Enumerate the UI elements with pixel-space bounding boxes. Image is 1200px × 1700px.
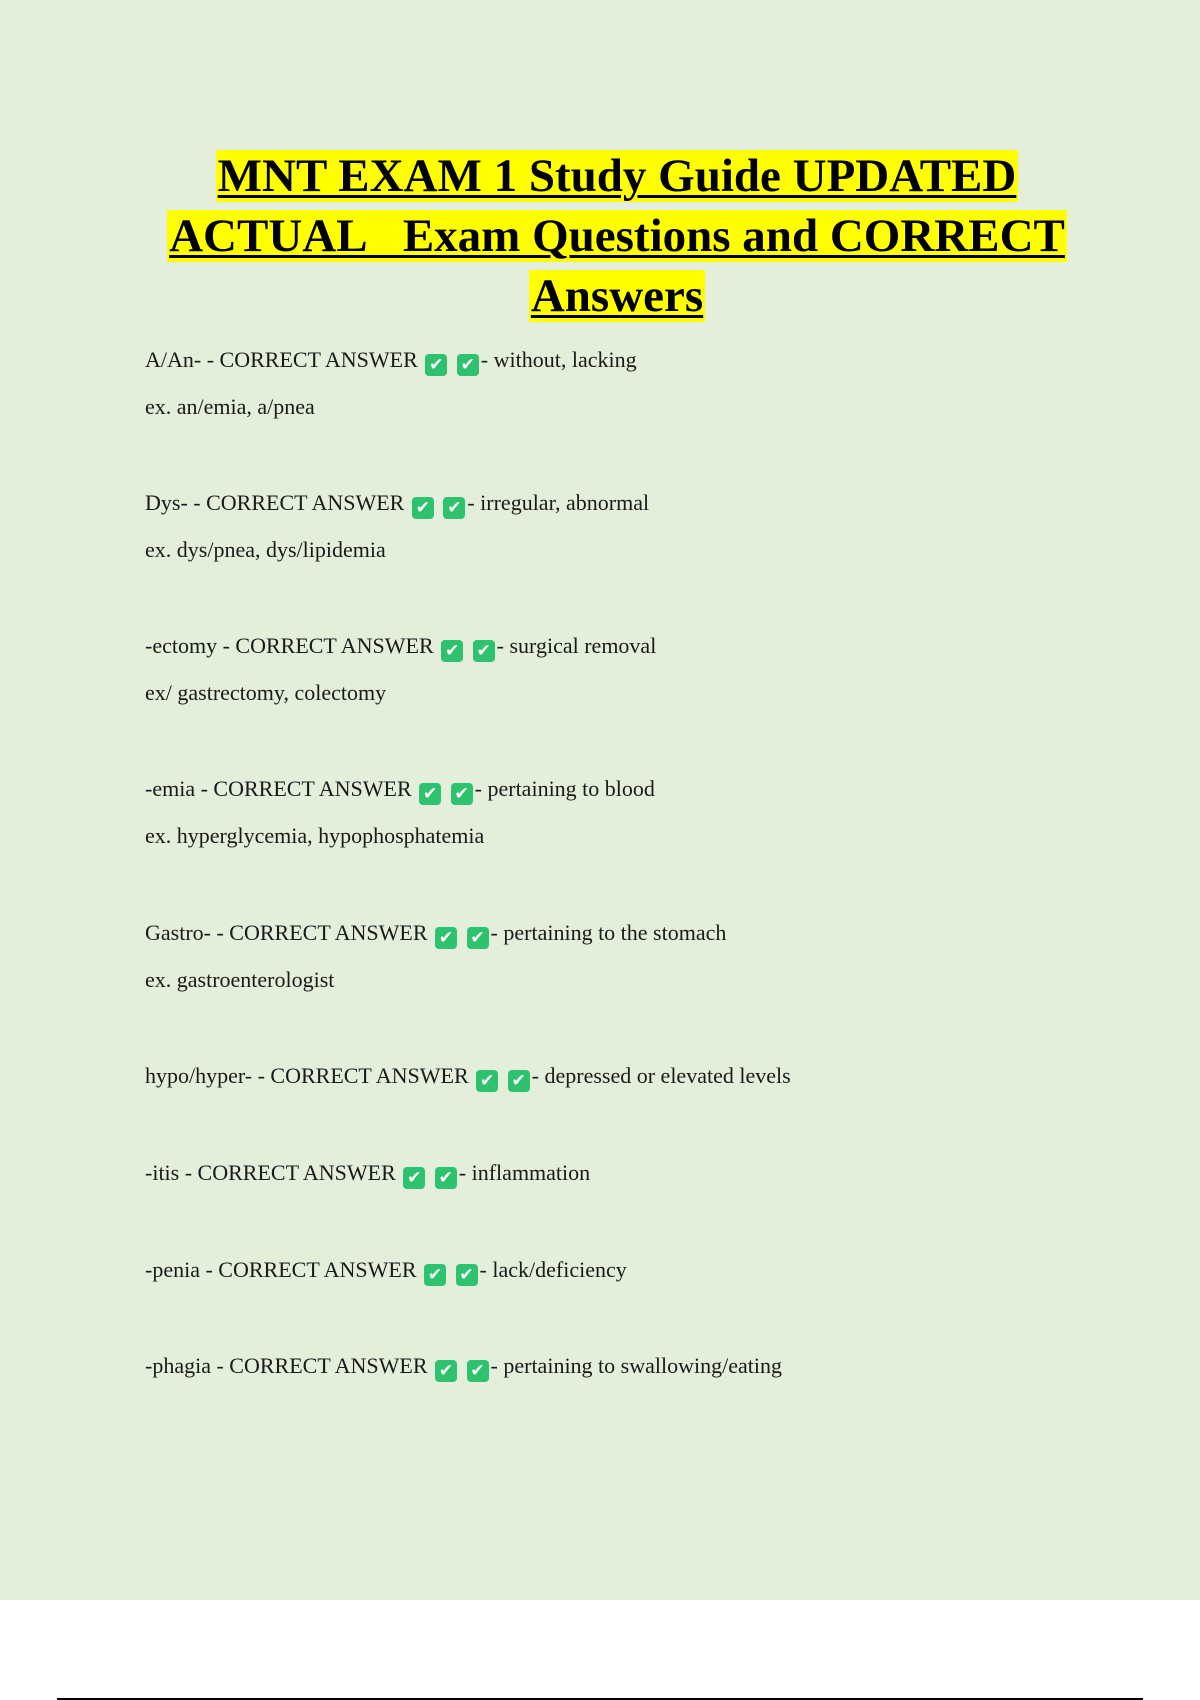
- check-mark-icon: ✔: [403, 1167, 425, 1189]
- entry-definition: - pertaining to the stomach: [490, 920, 727, 945]
- entry-term: -phagia - CORRECT ANSWER: [145, 1353, 428, 1378]
- entry-definition: - lack/deficiency: [479, 1257, 627, 1282]
- entry-gastro: [145, 920, 726, 993]
- title-line-1: [0, 146, 1200, 206]
- entry-definition: - irregular, abnormal: [467, 490, 650, 515]
- entry-term-line: [145, 1063, 791, 1089]
- check-mark-icon: ✔: [425, 354, 447, 376]
- entry-term-line: [145, 633, 656, 659]
- entry-itis: [145, 1160, 590, 1186]
- entry-term-line: [145, 490, 649, 516]
- title-text-3: Answers: [530, 270, 704, 322]
- entry-term-line: [145, 1257, 627, 1283]
- entry-definition: - pertaining to blood: [474, 776, 655, 801]
- entry-penia: [145, 1257, 627, 1283]
- entry-dys: [145, 490, 649, 563]
- check-mark-icon: ✔: [435, 1167, 457, 1189]
- entry-term: hypo/hyper- - CORRECT ANSWER: [145, 1063, 469, 1088]
- check-mark-icon: ✔: [419, 783, 441, 805]
- check-mark-icon: ✔: [443, 497, 465, 519]
- entry-term: A/An- - CORRECT ANSWER: [145, 347, 418, 372]
- entry-term-line: [145, 776, 655, 802]
- check-mark-icon: ✔: [435, 927, 457, 949]
- check-mark-icon: ✔: [412, 497, 434, 519]
- check-mark-icon: ✔: [451, 783, 473, 805]
- entry-example: ex/ gastrectomy, colectomy: [145, 680, 387, 705]
- check-mark-icon: ✔: [441, 640, 463, 662]
- check-mark-icon: ✔: [508, 1070, 530, 1092]
- check-mark-icon: ✔: [467, 927, 489, 949]
- check-mark-icon: ✔: [457, 354, 479, 376]
- entry-definition: - pertaining to swallowing/eating: [490, 1353, 782, 1378]
- check-mark-icon: ✔: [456, 1264, 478, 1286]
- entry-term-line: [145, 1353, 782, 1379]
- entry-term: -penia - CORRECT ANSWER: [145, 1257, 417, 1282]
- check-mark-icon: ✔: [435, 1360, 457, 1382]
- entry-definition: - inflammation: [458, 1160, 591, 1185]
- entry-example: ex. gastroenterologist: [145, 967, 335, 992]
- entry-definition: - depressed or elevated levels: [531, 1063, 791, 1088]
- title-text-2: ACTUAL Exam Questions and CORRECT: [169, 210, 1065, 262]
- entry-phagia: [145, 1353, 782, 1379]
- entry-term: -emia - CORRECT ANSWER: [145, 776, 412, 801]
- title-text-1: MNT EXAM 1 Study Guide UPDATED: [217, 150, 1017, 202]
- check-mark-icon: ✔: [467, 1360, 489, 1382]
- check-mark-icon: ✔: [473, 640, 495, 662]
- entry-example: ex. hyperglycemia, hypophosphatemia: [145, 823, 485, 848]
- check-mark-icon: ✔: [424, 1264, 446, 1286]
- entry-a-an: [145, 347, 637, 420]
- title-line-3: [0, 266, 1200, 326]
- entry-example: ex. an/emia, a/pnea: [145, 394, 315, 419]
- entry-term-line: [145, 1160, 590, 1186]
- title-line-2: [0, 206, 1200, 266]
- entry-definition: - surgical removal: [496, 633, 657, 658]
- entry-emia: [145, 776, 655, 849]
- entry-term: Gastro- - CORRECT ANSWER: [145, 920, 428, 945]
- entry-term: -itis - CORRECT ANSWER: [145, 1160, 396, 1185]
- entry-hypo-hyper: [145, 1063, 791, 1089]
- document-title: [0, 146, 1200, 326]
- entry-definition: - without, lacking: [480, 347, 637, 372]
- entry-example: ex. dys/pnea, dys/lipidemia: [145, 537, 386, 562]
- entry-term-line: [145, 347, 637, 373]
- entry-ectomy: [145, 633, 656, 706]
- entry-term: -ectomy - CORRECT ANSWER: [145, 633, 434, 658]
- entry-term-line: [145, 920, 726, 946]
- entry-term: Dys- - CORRECT ANSWER: [145, 490, 405, 515]
- check-mark-icon: ✔: [476, 1070, 498, 1092]
